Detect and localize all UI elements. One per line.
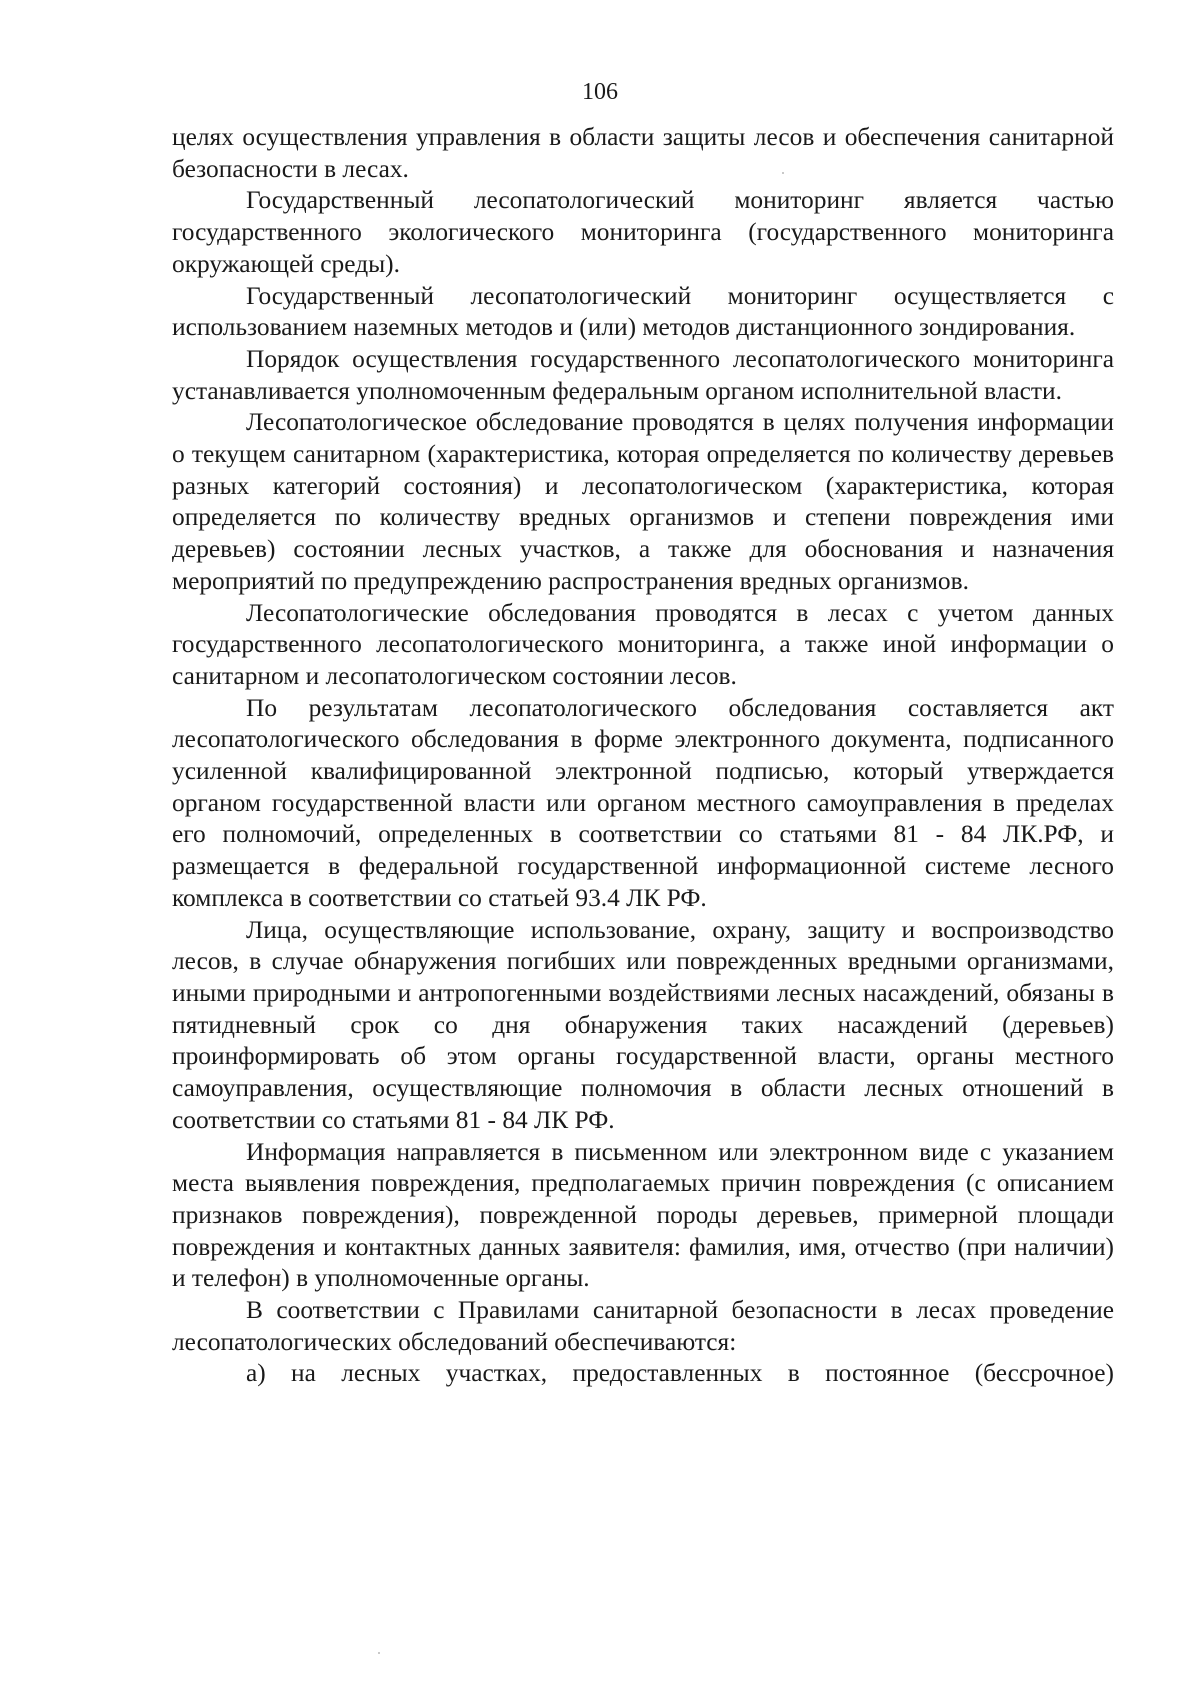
paragraph-survey-data: Лесопатологические обследования проводятся в лесах с учетом данных государственного лесопатологического мониторинга, а также иной информации о санитарном и лесопатологическом состоянии лесов. — [172, 598, 1114, 690]
paragraph-survey-purpose: Лесопатологическое обследование проводятся в целях получения информации о текущем санитарном (характеристика, которая определяется по количеству деревьев разных категорий состояния) и лесопатологическом (характеристика, которая определяется по количеству вредных организмов и степени повреждения ими деревьев) состоянии лесных участков, а также для обоснования и назначения мероприятий по предупреждению распространения вредных организмов. — [172, 408, 1114, 595]
paragraph-monitoring-procedure: Порядок осуществления государственного лесопатологического мониторинга устанавливается уполномоченным федеральным органом исполнительной власти. — [172, 344, 1114, 405]
paragraph-information-content: Информация направляется в письменном или электронном виде с указанием места выявления повреждения, предполагаемых причин повреждения (с описанием признаков повреждения), поврежденной породы деревьев, примерной площади повреждения и контактных данных заявителя: фамилия, имя, отчество (при наличии) и телефон) в уполномоченные органы. — [172, 1137, 1114, 1293]
scan-speck — [378, 1652, 380, 1654]
paragraph-reporting-duty: Лица, осуществляющие использование, охрану, защиту и воспроизводство лесов, в случае обнаружения погибших или поврежденных вредными организмами, иными природными и антропогенными воздействиями лесных насаждений, обязаны в пятидневный срок со дня обнаружения таких насаждений (деревьев) проинформировать об этом органы государственной власти, органы местного самоуправления, осуществляющие полномочия в области лесных отношений в соответствии со статьями 81 - 84 ЛК РФ. — [172, 915, 1114, 1134]
paragraph-list-item-a: а) на лесных участках, предоставленных в постоянное (бессрочное) — [246, 1359, 1114, 1388]
document-body — [172, 122, 1114, 1390]
page-number: 106 — [582, 79, 618, 105]
scan-speck — [782, 172, 784, 174]
paragraph-sanitary-rules: В соответствии с Правилами санитарной безопасности в лесах проведение лесопатологических обследований обеспечиваются: — [172, 1296, 1114, 1356]
paragraph-continuation: целях осуществления управления в области защиты лесов и обеспечения санитарной безопасности в лесах. — [172, 123, 1114, 183]
paragraph-monitoring-methods: Государственный лесопатологический мониторинг осуществляется с использованием наземных методов и (или) методов дистанционного зондирования. — [172, 281, 1114, 342]
paragraph-survey-act: По результатам лесопатологического обследования составляется акт лесопатологического обследования в форме электронного документа, подписанного усиленной квалифицированной электронной подписью, который утверждается органом государственной власти или органом местного самоуправления в пределах его полномочий, определенных в соответствии со статьями 81 - 84 ЛК.РФ, и размещается в федеральной государственной информационной системе лесного комплекса в соответствии со статьей 93.4 ЛК РФ. — [172, 693, 1114, 912]
paragraph-monitoring-part: Государственный лесопатологический мониторинг является частью государственного экологического мониторинга (государственного мониторинга окружающей среды). — [172, 186, 1114, 278]
